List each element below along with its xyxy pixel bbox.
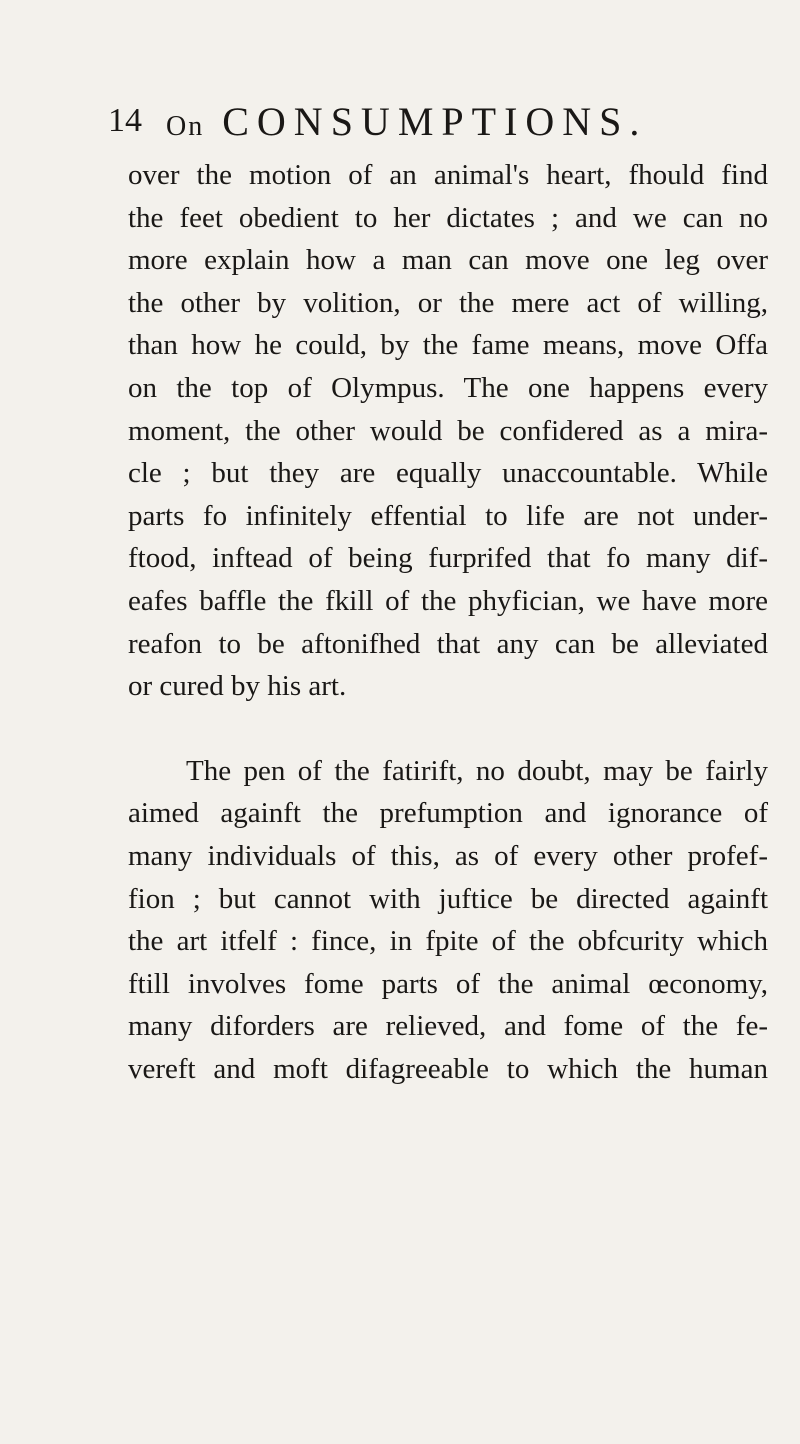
running-title-prefix: On [166, 111, 205, 142]
page-number: 14 [108, 102, 142, 139]
text-line: on the top of Olympus. The one happens every [128, 371, 768, 404]
text-line: over the motion of an animal's heart, fhould find [128, 159, 768, 191]
text-line: aimed againft the prefumption and ignorance of [128, 797, 768, 830]
running-header [108, 98, 768, 158]
paragraph-spacer [128, 708, 768, 750]
running-title [166, 98, 647, 145]
text-line: vereft and moft difagreeable to which the human [128, 1052, 768, 1085]
text-line: the other by volition, or the mere act of willing, [128, 286, 768, 319]
text-line: eafes baffle the fkill of the phyfician, we have more [128, 584, 768, 617]
text-line: ftood, inftead of being furprifed that fo many dif- [128, 542, 768, 575]
text-line: the art itfelf : fince, in fpite of the obfcurity which [128, 925, 768, 958]
text-line: or cured by his art. [128, 670, 347, 703]
running-title-main: CONSUMPTIONS. [222, 99, 648, 144]
text-line: fion ; but cannot with juftice be directed againft [128, 882, 768, 915]
text-line: moment, the other would be confidered as a mira- [128, 414, 768, 447]
text-line: parts fo infinitely effential to life are not under- [128, 499, 768, 532]
text-line: ftill involves fome parts of the animal œconomy, [128, 967, 768, 1000]
text-line: many individuals of this, as of every other profef- [128, 839, 768, 872]
text-line: more explain how a man can move one leg over [128, 244, 768, 277]
text-line: many diforders are relieved, and fome of the fe- [128, 1010, 768, 1043]
text-line: than how he could, by the fame means, move Offa [128, 329, 768, 362]
text-line: the feet obedient to her dictates ; and we can no [128, 201, 768, 234]
body-text [128, 154, 768, 1090]
text-line: cle ; but they are equally unaccountable. While [128, 457, 768, 490]
paragraph-1 [128, 154, 768, 708]
paragraph-2 [128, 750, 768, 1091]
text-line: reafon to be aftonifhed that any can be alleviated [128, 627, 768, 660]
text-line: The pen of the fatirift, no doubt, may be fairly [186, 754, 768, 787]
